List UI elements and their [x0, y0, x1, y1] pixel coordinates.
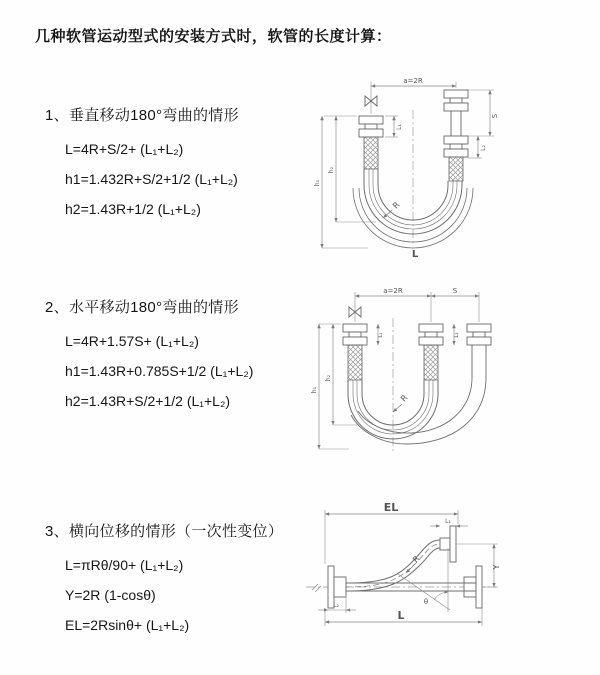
dim-label-l2: L₂ — [454, 332, 460, 338]
section-lateral-displacement — [45, 520, 325, 640]
dim-label-l1: L₁ — [378, 332, 384, 338]
formula-line: Y=2R (1-cosθ) — [65, 587, 156, 603]
diagram-lateral-displacement — [298, 500, 598, 670]
formula-line: h2=1.43R+1/2 (L₁+L₂) — [65, 201, 201, 217]
dim-label-l2: L₂ — [480, 145, 487, 151]
dim-label-r: R — [391, 200, 402, 211]
dim-label-h2: h₂ — [325, 374, 332, 382]
dim-label-h1: h₁ — [314, 179, 321, 187]
section-3-formulas — [65, 550, 325, 640]
dim-label-l1: L₁ — [445, 518, 451, 525]
section-horizontal-180 — [45, 296, 325, 416]
section-1-heading: 1、垂直移动180°弯曲的情形 — [45, 107, 239, 124]
formula-line: EL=2Rsinθ+ (L₁+L₂) — [65, 617, 190, 633]
dim-label-y: Y — [492, 564, 501, 570]
dim-label-s: S — [452, 287, 458, 295]
formula-line: L=πRθ/90+ (L₁+L₂) — [65, 557, 184, 573]
dimension-lines — [319, 296, 479, 449]
formula-line: h1=1.432R+S/2+1/2 (L₁+L₂) — [65, 171, 238, 187]
dim-label-l: L — [411, 249, 419, 260]
dim-label-h2: h₂ — [328, 166, 335, 174]
dim-label-l1: L₁ — [396, 124, 403, 130]
dim-label-a2r: a=2R — [383, 287, 403, 295]
dim-label-theta: θ — [423, 598, 429, 606]
page-title: 几种软管运动型式的安装方式时，软管的长度计算： — [35, 28, 392, 45]
formula-line: h2=1.43R+S/2+1/2 (L₁+L₂) — [65, 393, 231, 409]
diagram-vertical-180-bend — [308, 70, 588, 265]
dim-label-a2r: a=2R — [403, 77, 423, 85]
formula-line: L=4R+S/2+ (L₁+L₂) — [65, 141, 184, 157]
dim-label-l2: L₂ — [333, 602, 339, 609]
section-3-heading: 3、横向位移的情形（一次性变位） — [45, 523, 284, 540]
formula-line: h1=1.43R+0.785S+1/2 (L₁+L₂) — [65, 363, 254, 379]
dim-label-r: R — [399, 393, 410, 404]
flange-fittings — [343, 324, 491, 378]
flange-fittings — [328, 526, 482, 608]
dim-label-l: L — [397, 609, 405, 622]
dim-label-r: R — [411, 554, 422, 565]
section-2-heading: 2、水平移动180°弯曲的情形 — [45, 299, 239, 316]
dim-label-h1: h₁ — [311, 386, 318, 394]
dim-label-el: EL — [383, 501, 399, 514]
radius-leader — [383, 210, 392, 218]
diagram-horizontal-180-bend — [303, 282, 593, 477]
extension-lines — [325, 510, 498, 626]
formula-line: L=4R+1.57S+ (L₁+L₂) — [65, 333, 199, 349]
section-vertical-180 — [45, 104, 325, 224]
extension-lines — [319, 292, 479, 449]
pipe-break-mark — [312, 584, 321, 592]
dim-label-s: S — [491, 113, 499, 119]
section-1-formulas — [65, 134, 325, 224]
section-2-formulas — [65, 326, 325, 416]
radius-leader — [393, 404, 402, 412]
